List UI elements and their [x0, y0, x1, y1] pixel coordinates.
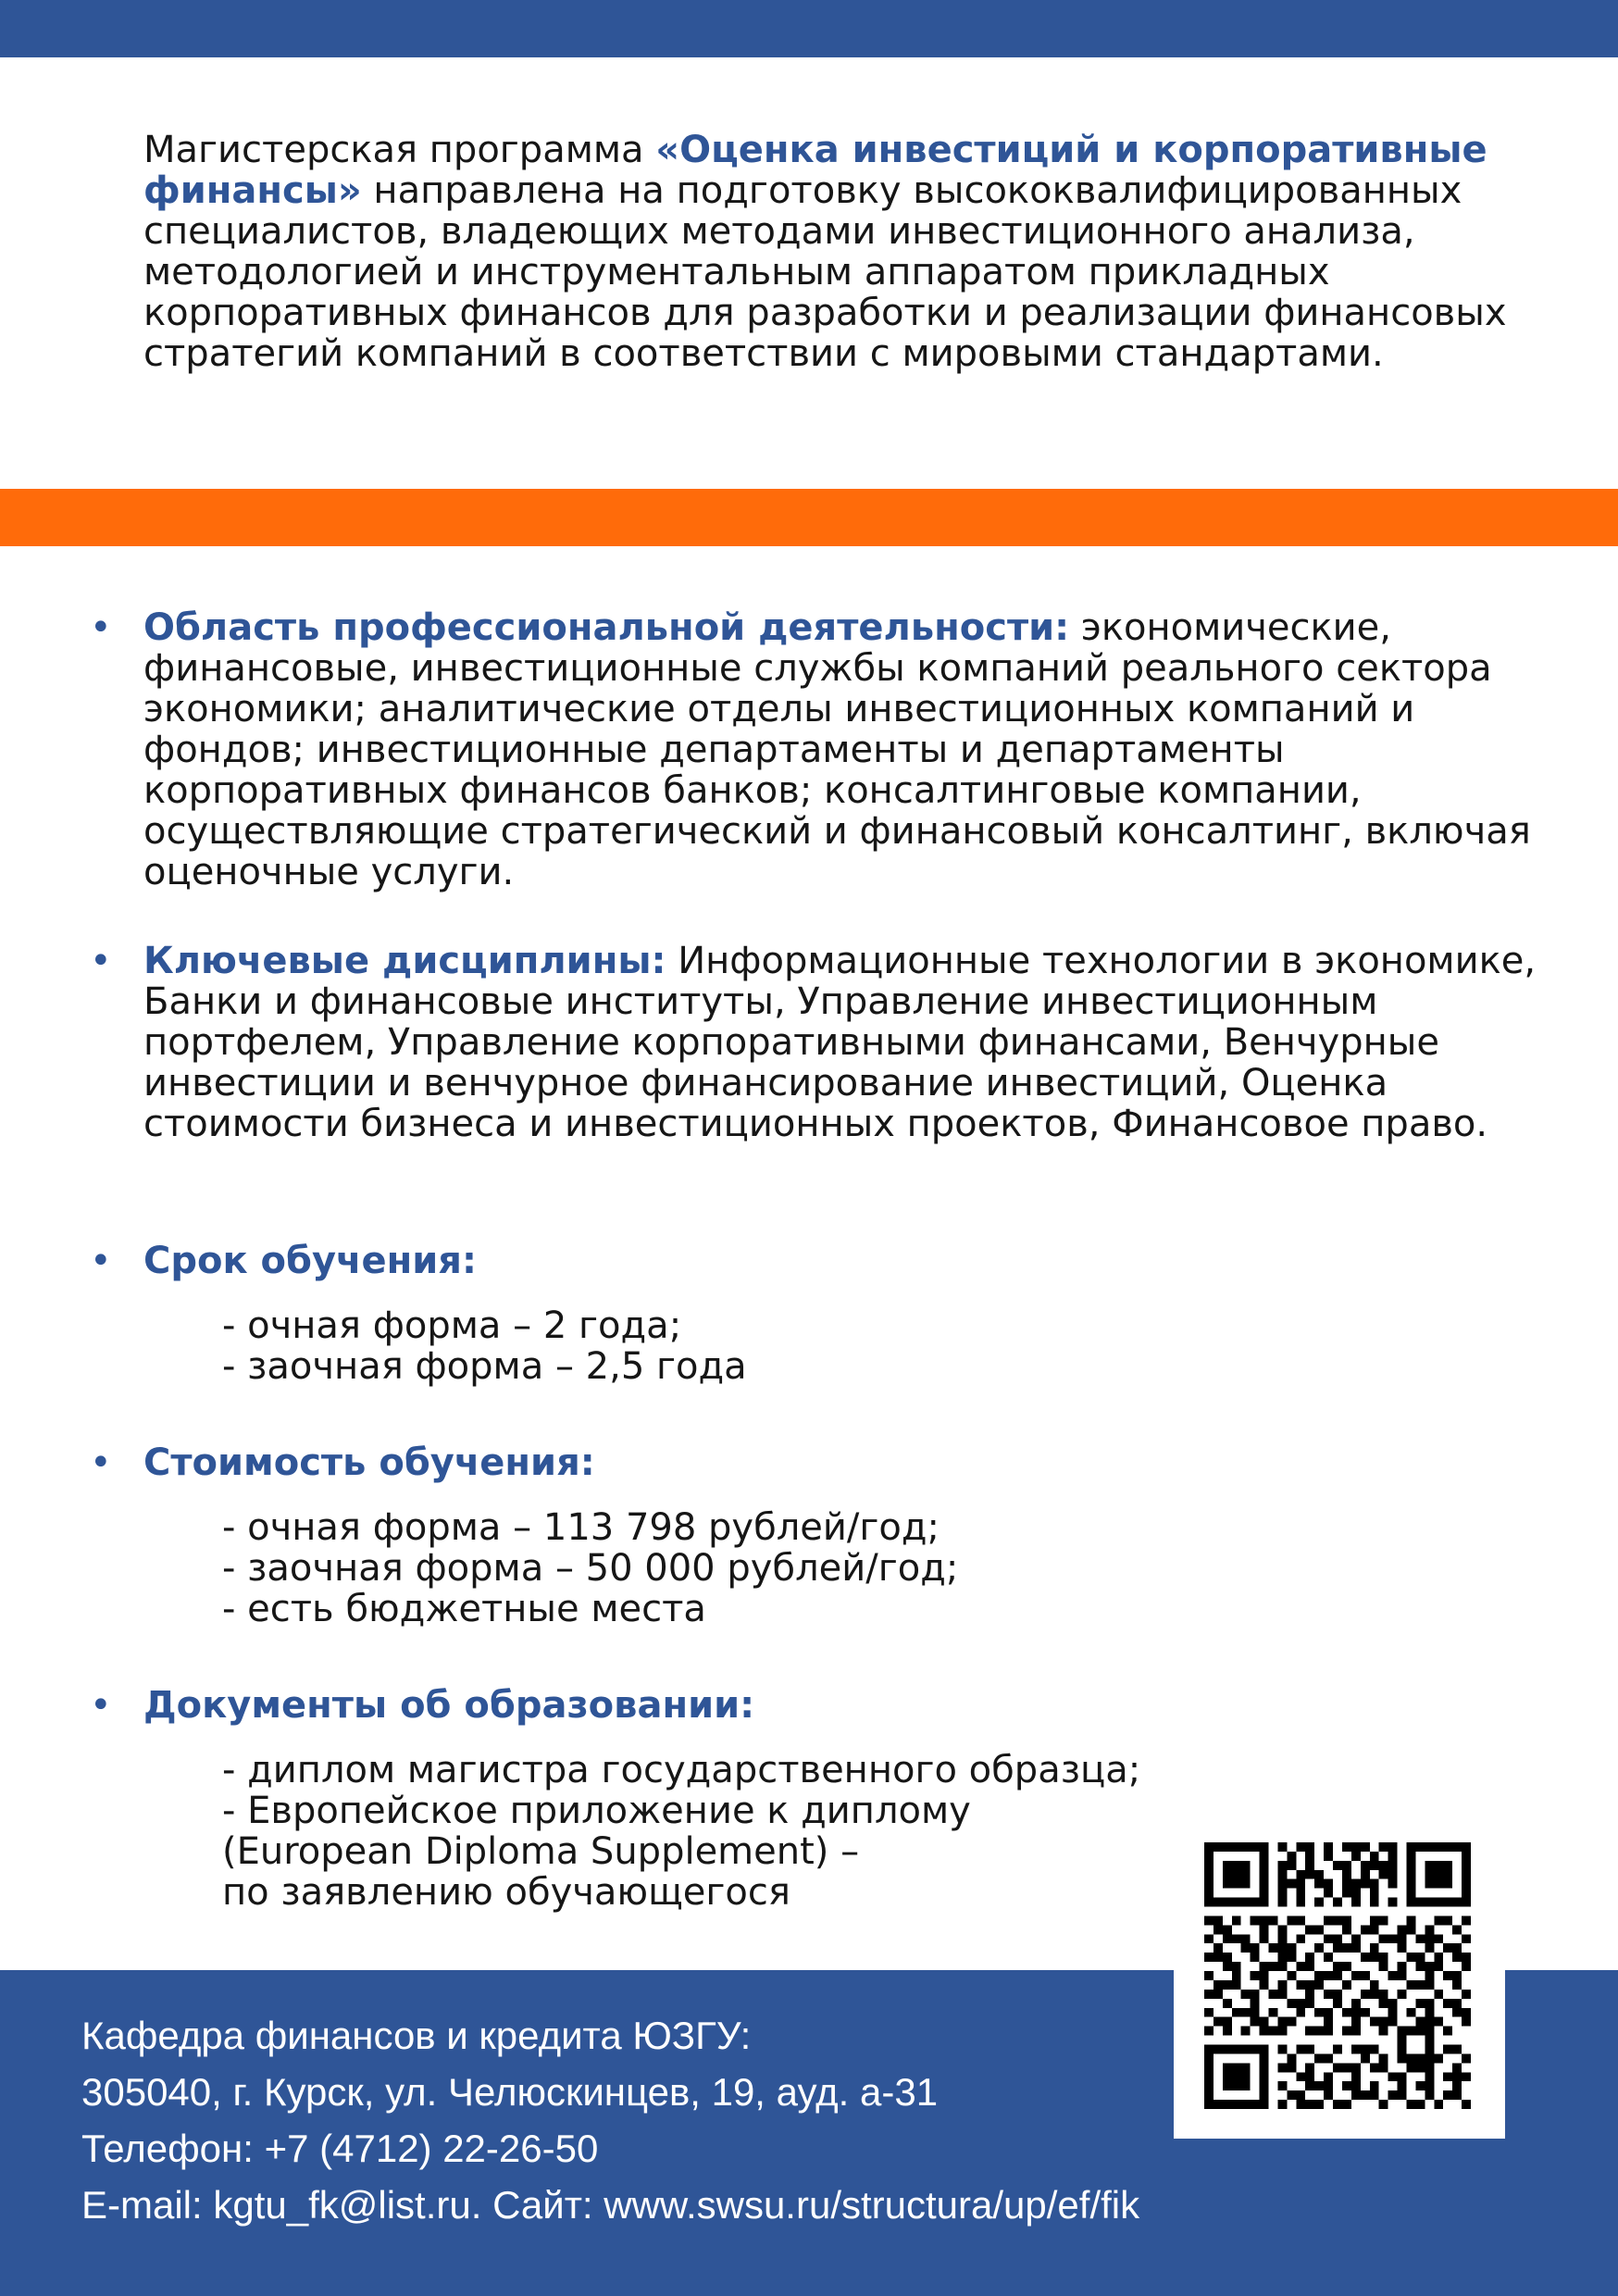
section-documents	[90, 1684, 1587, 1727]
section-text-area: экономические, финансовые, инвестиционные службы компаний реального сектора экономики; аналитические отделы инвестиционных компаний и фондов; инвестиционные департаменты и департаменты корпоративных финансов банков; консалтинговые компании, осуществляющие стратегический и финансовый консалтинг, включая оценочные услуги.	[143, 606, 1531, 893]
program-name: «Оценка инвестиций и корпоративные финансы»	[143, 129, 1487, 212]
program-intro	[143, 130, 1560, 374]
section-heading-area: Область профессиональной деятельности:	[143, 606, 1070, 649]
section-area	[90, 606, 1587, 893]
list-item: - есть бюджетные места	[222, 1588, 706, 1630]
documents-list	[222, 1750, 1240, 1913]
bullet: •	[90, 606, 112, 649]
section-duration	[90, 1240, 1587, 1282]
intro-lead: Магистерская программа	[143, 129, 656, 171]
section-disciplines	[90, 940, 1587, 1145]
section-text-disciplines: Информационные технологии в экономике, Банки и финансовые институты, Управление инвестиционным портфелем, Управление корпоративными финансами, Венчурные инвестиции и венчурное финансирование инвестиций, Оценка стоимости бизнеса и инвестиционных проектов, Финансовое право.	[143, 940, 1537, 1145]
bullet: •	[90, 1684, 112, 1727]
list-item: - заочная форма – 2,5 года	[222, 1345, 747, 1388]
list-item: по заявлению обучающегося	[222, 1871, 790, 1914]
qr-code	[1174, 1815, 1505, 2139]
cost-list	[222, 1507, 1240, 1629]
list-item: - очная форма – 113 798 рублей/год;	[222, 1506, 940, 1549]
list-item: - диплом магистра государственного образца;	[222, 1749, 1141, 1791]
intro-rest: направлена на подготовку высококвалифицированных специалистов, владеющих методами инвестиционного анализа, методологией и инструментальным аппаратом прикладных корпоративных финансов для разработки и реализации финансовых стратегий компаний в соответствии с мировыми стандартами.	[143, 169, 1507, 375]
section-heading-cost: Стоимость обучения:	[143, 1441, 595, 1484]
qr-code-icon	[1204, 1842, 1471, 2109]
list-item: - заочная форма – 50 000 рублей/год;	[222, 1547, 959, 1590]
bullet: •	[90, 1441, 112, 1484]
list-item: (European Diploma Supplement) –	[222, 1830, 860, 1873]
footer-department: Кафедра финансов и кредита ЮЗГУ:	[81, 2014, 752, 2057]
top-band	[0, 0, 1618, 57]
orange-band	[0, 489, 1618, 546]
footer-contacts	[81, 2007, 1139, 2233]
section-heading-disciplines: Ключевые дисциплины:	[143, 940, 666, 982]
footer-email-site[interactable]: E-mail: kgtu_fk@list.ru. Сайт: www.swsu.ru/structura/up/ef/fik	[81, 2183, 1140, 2227]
section-heading-documents: Документы об образовании:	[143, 1684, 755, 1727]
list-item: - Европейское приложение к диплому	[222, 1790, 971, 1832]
bullet: •	[90, 940, 112, 982]
duration-list	[222, 1305, 1240, 1387]
section-heading-duration: Срок обучения:	[143, 1240, 477, 1282]
footer-address: 305040, г. Курск, ул. Челюскинцев, 19, ауд. а-31	[81, 2070, 939, 2114]
list-item: - очная форма – 2 года;	[222, 1304, 682, 1347]
footer-phone: Телефон: +7 (4712) 22-26-50	[81, 2127, 599, 2170]
section-cost	[90, 1441, 1587, 1484]
bullet: •	[90, 1240, 112, 1282]
